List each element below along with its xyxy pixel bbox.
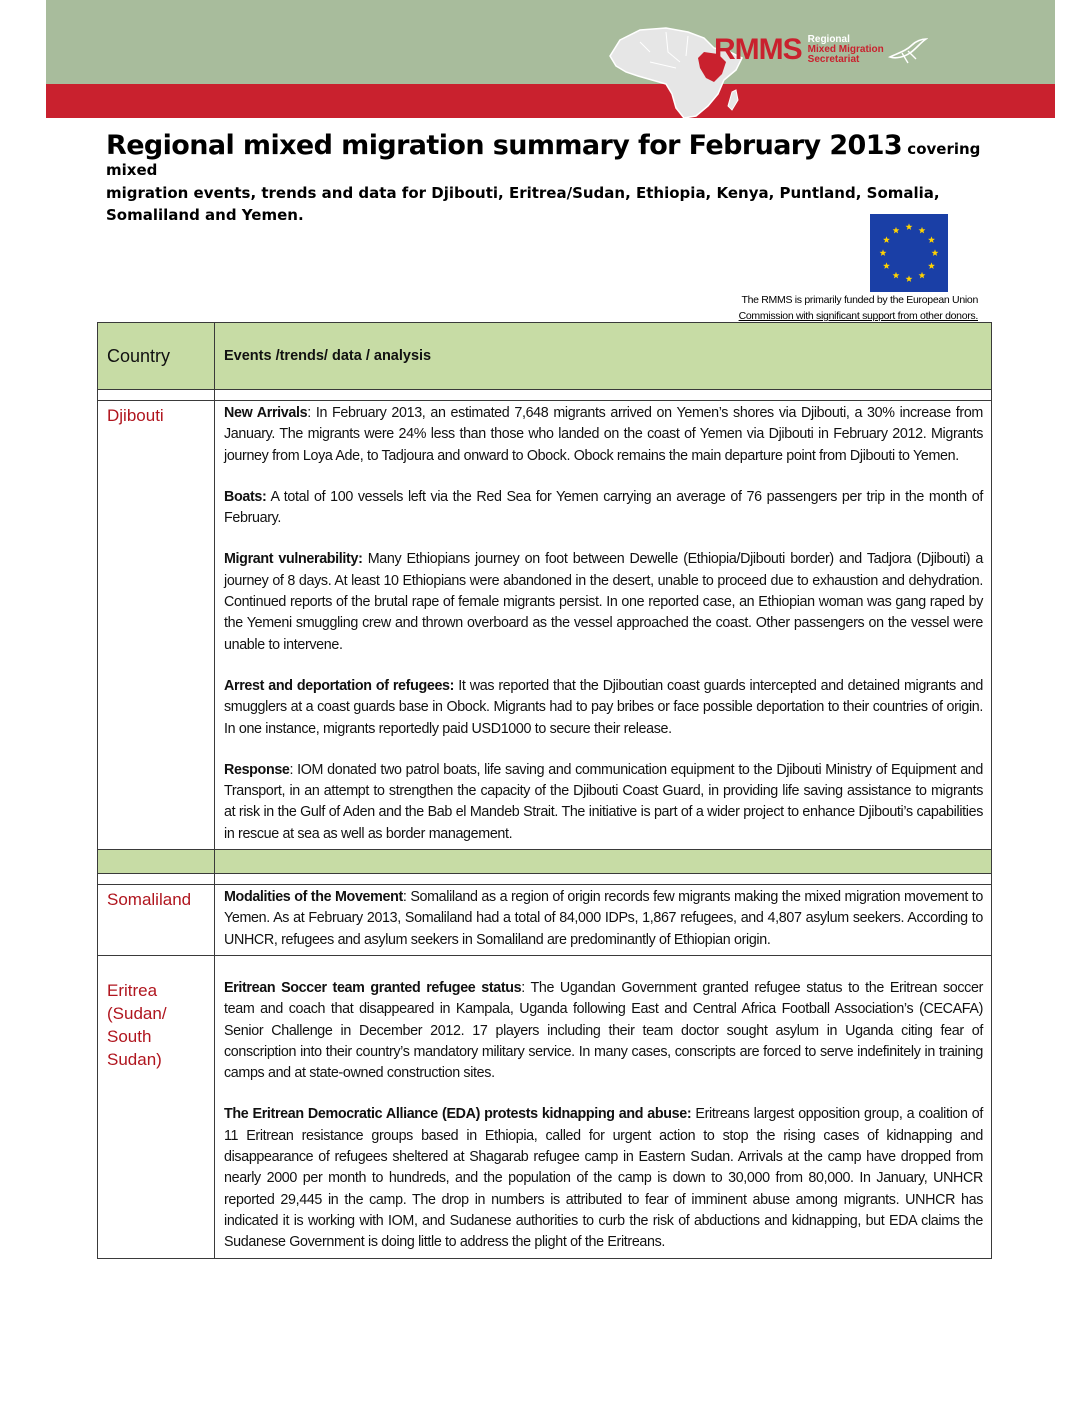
funding-note bbox=[690, 292, 978, 324]
paragraph bbox=[224, 887, 983, 951]
paragraph-lead: Response bbox=[224, 761, 290, 778]
header-events: Events /trends/ data / analysis bbox=[224, 348, 432, 364]
banner-red-band bbox=[46, 84, 1055, 118]
paragraph-lead: Modalities of the Movement bbox=[224, 889, 403, 906]
title-line-2: migration events, trends and data for Djibouti, Eritrea/Sudan, Ethiopia, Kenya, Puntland, Somalia, Somaliland and Yemen. bbox=[106, 184, 940, 224]
paragraph-lead: Arrest and deportation of refugees: bbox=[224, 677, 455, 694]
eu-flag-icon bbox=[870, 214, 948, 292]
country-cell bbox=[98, 955, 215, 1258]
logo-line-2: Mixed Migration bbox=[807, 44, 884, 55]
events-cell bbox=[215, 955, 992, 1258]
funding-line-1: The RMMS is primarily funded by the European Union bbox=[741, 294, 978, 306]
logo-subtitle bbox=[808, 35, 884, 65]
country-cell bbox=[98, 885, 215, 956]
spacer-row bbox=[98, 390, 992, 401]
country-name-eritrea: Eritrea (Sudan/ South Sudan) bbox=[107, 980, 167, 1069]
header-banner bbox=[46, 0, 1055, 118]
paragraph-lead: Boats: bbox=[224, 488, 267, 505]
document-title bbox=[106, 130, 986, 226]
table-header-row bbox=[98, 323, 992, 390]
paragraph bbox=[224, 403, 983, 467]
country-name-djibouti: Djibouti bbox=[107, 406, 164, 425]
paragraph-lead: New Arrivals bbox=[224, 405, 308, 421]
header-events-cell bbox=[215, 323, 992, 390]
summary-table bbox=[97, 322, 992, 1259]
paragraph bbox=[224, 978, 983, 1084]
logo-line-3: Secretariat bbox=[807, 54, 860, 65]
paragraph bbox=[224, 676, 983, 740]
rmms-logo bbox=[714, 30, 928, 70]
bird-icon bbox=[888, 35, 928, 65]
events-cell bbox=[215, 885, 992, 956]
table-row-djibouti bbox=[98, 401, 992, 850]
paragraph-text: Eritreans largest opposition group, a coalition of 11 Eritrean resistance groups based in Ethiopia, called for urgent action to stop the rising cases of kidnapping and disappearance of refugees sheltered at Shagarab refugee camp in Eastern Sudan. Arrivals at the camp have dropped from nearly 2000 per month to hundreds, and the population of the camp is down to 30,000 from 80,000. In January, UNHCR reported 29,445 in the camp. The drop in numbers is attributed to fear of imminent abuse among migrants. UNHCR has indicated it is working with IOM, and Sudanese authorities to curb the risk of abductions and kidnapping, but EDA claims the Sudanese Government is doing little to address the plight of the Eritreans. bbox=[224, 1106, 983, 1251]
title-continuation: covering mixed bbox=[106, 140, 981, 179]
title-main: Regional mixed migration summary for February 2013 bbox=[106, 130, 903, 161]
paragraph bbox=[224, 549, 983, 655]
table-row-somaliland bbox=[98, 885, 992, 956]
country-cell bbox=[98, 401, 215, 850]
paragraph bbox=[224, 760, 983, 845]
header-country-cell bbox=[98, 323, 215, 390]
table-row-eritrea bbox=[98, 955, 992, 1258]
paragraph-text: It was reported that the Djiboutian coast guards intercepted and detained migrants and smugglers at a coast guards base in Obock. Migrants had to pay bribes or face possible deportation to their countries of origin. In one instance, migrants reportedly paid USD1000 to secure their release. bbox=[224, 677, 983, 737]
green-divider-row bbox=[98, 850, 992, 874]
spacer-row bbox=[98, 874, 992, 885]
paragraph bbox=[224, 487, 983, 530]
paragraph-text: A total of 100 vessels left via the Red Sea for Yemen carrying an average of 76 passengers per trip in the month of February. bbox=[224, 488, 983, 527]
paragraph-text: : In February 2013, an estimated 7,648 migrants arrived on Yemen’s shores via Djibouti, a 30% increase from January. The migrants were 24% less than those who landed on the coast of Yemen via Djibouti in February 2012. Migrants journey from Loya Ade, to Tadjoura and onward to Obock. Obock remains the main departure point from Djibouti to Yemen. bbox=[224, 405, 983, 464]
logo-line-1: Regional bbox=[807, 34, 850, 45]
paragraph-lead: The Eritrean Democratic Alliance (EDA) protests kidnapping and abuse: bbox=[224, 1106, 692, 1123]
paragraph-lead: Eritrean Soccer team granted refugee status bbox=[224, 979, 522, 996]
paragraph-text: : Somaliland as a region of origin records few migrants making the mixed migration movement to Yemen. As at February 2013, Somaliland had a total of 84,000 IDPs, 1,867 refugees, and 4,807 asylum seekers. According to UNHCR, refugees and asylum seekers in Somaliland are predominantly of Ethiopian origin. bbox=[224, 889, 983, 948]
paragraph-text: : IOM donated two patrol boats, life saving and communication equipment to the Djibouti Ministry of Equipment and Transport, in an attempt to strengthen the capacity of the Djibouti Coast Guard, in providing life saving assistance to migrants at risk in the Gulf of Aden and the Bab el Mandeb Strait. The initiative is part of a wider project to enhance Djibouti’s capabilities in rescue at sea as well as border management. bbox=[224, 761, 983, 842]
events-cell bbox=[215, 401, 992, 850]
paragraph bbox=[224, 1104, 983, 1253]
paragraph-text: : The Ugandan Government granted refugee status to the Eritrean soccer team and coach that disappeared in Kampala, Uganda following East and Central Africa Football Association’s (CECAFA) Senior Challenge in December 2012. 17 players including their team doctor sought asylum in Uganda citing fear of conscription into their country’s mandatory military service. In many cases, conscripts are forced to serve indefinitely in training camps and at state-owned construction sites. bbox=[224, 979, 983, 1082]
logo-name: RMMS bbox=[714, 33, 802, 66]
country-name-somaliland: Somaliland bbox=[107, 890, 192, 910]
paragraph-text: Many Ethiopians journey on foot between Dewelle (Ethiopia/Djibouti border) and Tadjora (Djibouti) a journey of 8 days. At least 10 Ethiopians were abandoned in the desert, unable to proceed due to exhaustion and dehydration. Continued reports of the brutal rape of female migrants persist. In one reported case, an Ethiopian woman was gang raped by the Yemeni smuggling crew and thrown overboard as the vessel approached the coast. Other passengers on the vessel were unable to intervene. bbox=[224, 551, 984, 653]
paragraph-lead: Migrant vulnerability: bbox=[224, 551, 363, 568]
funding-line-2: Commission with significant support from other donors. bbox=[738, 310, 978, 322]
header-country: Country bbox=[107, 345, 171, 366]
